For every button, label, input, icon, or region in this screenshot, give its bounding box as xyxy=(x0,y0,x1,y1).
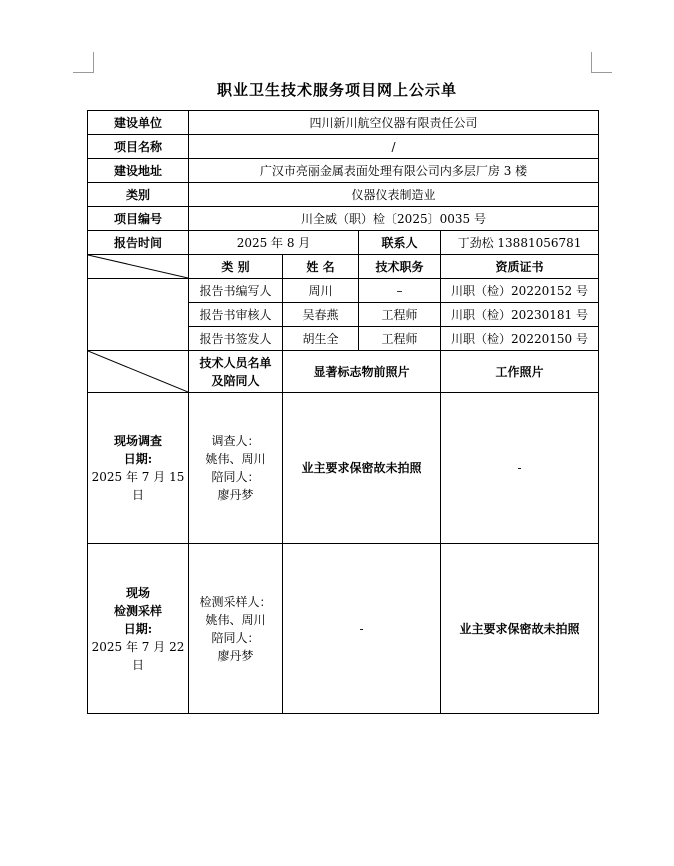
survey-people-line: 调查人： xyxy=(211,434,260,448)
survey-landmark-photo: 业主要求保密故未拍照 xyxy=(283,393,441,544)
staff-role: 报告书审核人 xyxy=(189,303,283,327)
staff-cert: 川职（检）20220152 号 xyxy=(441,279,599,303)
project-no-label: 项目编号 xyxy=(88,207,189,231)
sampling-people-line: 姚伟、周川 xyxy=(205,612,266,627)
staff-name: 胡生全 xyxy=(283,327,359,351)
work-photo-header: 工作照片 xyxy=(441,351,599,393)
staff-header-title: 技术职务 xyxy=(359,255,441,279)
staff-name: 周川 xyxy=(283,279,359,303)
staff-header-role: 类 别 xyxy=(189,255,283,279)
survey-date-label xyxy=(88,393,189,544)
row-project-no xyxy=(88,207,599,231)
row-report-time xyxy=(88,231,599,255)
address-label: 建设地址 xyxy=(88,159,189,183)
category-label: 类别 xyxy=(88,183,189,207)
staff-title: 工程师 xyxy=(359,327,441,351)
staff-role: 报告书签发人 xyxy=(189,327,283,351)
crop-mark-top-left xyxy=(73,52,94,73)
survey-people-line: 姚伟、周川 xyxy=(205,452,266,466)
survey-people-line: 陪同人： xyxy=(211,470,260,484)
sampling-people-line: 陪同人： xyxy=(211,630,260,645)
row-address xyxy=(88,159,599,183)
sampling-label-line: 检测采样 xyxy=(113,603,162,618)
staff-cert: 川职（检）20220150 号 xyxy=(441,327,599,351)
row-sampling xyxy=(88,544,599,714)
row-project-name xyxy=(88,135,599,159)
sampling-date-line: 2025 年 7 月 22 xyxy=(91,639,185,654)
sampling-date-line: 日 xyxy=(131,657,144,672)
unit-value: 四川新川航空仪器有限责任公司 xyxy=(189,111,599,135)
table-row xyxy=(88,279,599,303)
diagonal-header-cell xyxy=(88,255,189,279)
publicity-form-table xyxy=(87,110,599,714)
row-unit xyxy=(88,111,599,135)
staff-title: – xyxy=(359,279,441,303)
sampling-landmark-photo: - xyxy=(283,544,441,714)
tech-staff-header-line: 技术人员名单 xyxy=(199,355,272,370)
diagonal-line xyxy=(88,255,188,278)
report-time-label: 报告时间 xyxy=(88,231,189,255)
tech-staff-header xyxy=(189,351,283,393)
survey-people xyxy=(189,393,283,544)
sampling-label-line: 日期: xyxy=(123,621,153,636)
survey-label-line: 现场调查 xyxy=(113,434,162,448)
contact-label: 联系人 xyxy=(359,231,441,255)
landmark-photo-header: 显著标志物前照片 xyxy=(283,351,441,393)
staff-header-name: 姓 名 xyxy=(283,255,359,279)
row-category xyxy=(88,183,599,207)
report-time-value: 2025 年 8 月 xyxy=(189,231,359,255)
unit-label: 建设单位 xyxy=(88,111,189,135)
sampling-people-line: 廖丹梦 xyxy=(217,648,254,663)
survey-label-line: 日期: xyxy=(123,452,153,466)
project-name-label: 项目名称 xyxy=(88,135,189,159)
row-photo-header xyxy=(88,351,599,393)
category-value: 仪器仪表制造业 xyxy=(189,183,599,207)
staff-role: 报告书编写人 xyxy=(189,279,283,303)
address-value: 广汉市亮丽金属表面处理有限公司内多层厂房 3 楼 xyxy=(189,159,599,183)
diagonal-line xyxy=(88,351,188,392)
staff-title: 工程师 xyxy=(359,303,441,327)
tech-staff-header-line: 及陪同人 xyxy=(211,373,260,388)
survey-date-line: 日 xyxy=(131,488,144,502)
row-staff-header xyxy=(88,255,599,279)
staff-name: 吴春燕 xyxy=(283,303,359,327)
staff-header-cert: 资质证书 xyxy=(441,255,599,279)
sampling-work-photo: 业主要求保密故未拍照 xyxy=(441,544,599,714)
blank-cell xyxy=(88,279,189,351)
staff-cert: 川职（检）20230181 号 xyxy=(441,303,599,327)
survey-work-photo: - xyxy=(441,393,599,544)
survey-date-line: 2025 年 7 月 15 xyxy=(91,470,185,484)
sampling-label-line: 现场 xyxy=(125,585,150,600)
sampling-people-line: 检测采样人： xyxy=(199,594,272,609)
diagonal-header-cell xyxy=(88,351,189,393)
row-survey xyxy=(88,393,599,544)
sampling-date-label xyxy=(88,544,189,714)
contact-value: 丁劲松 13881056781 xyxy=(441,231,599,255)
project-name-value: / xyxy=(189,135,599,159)
sampling-people xyxy=(189,544,283,714)
crop-mark-top-right xyxy=(591,52,612,73)
page-title: 职业卫生技术服务项目网上公示单 xyxy=(216,81,457,99)
survey-people-line: 廖丹梦 xyxy=(217,488,254,502)
project-no-value: 川全威（职）检〔2025〕0035 号 xyxy=(189,207,599,231)
